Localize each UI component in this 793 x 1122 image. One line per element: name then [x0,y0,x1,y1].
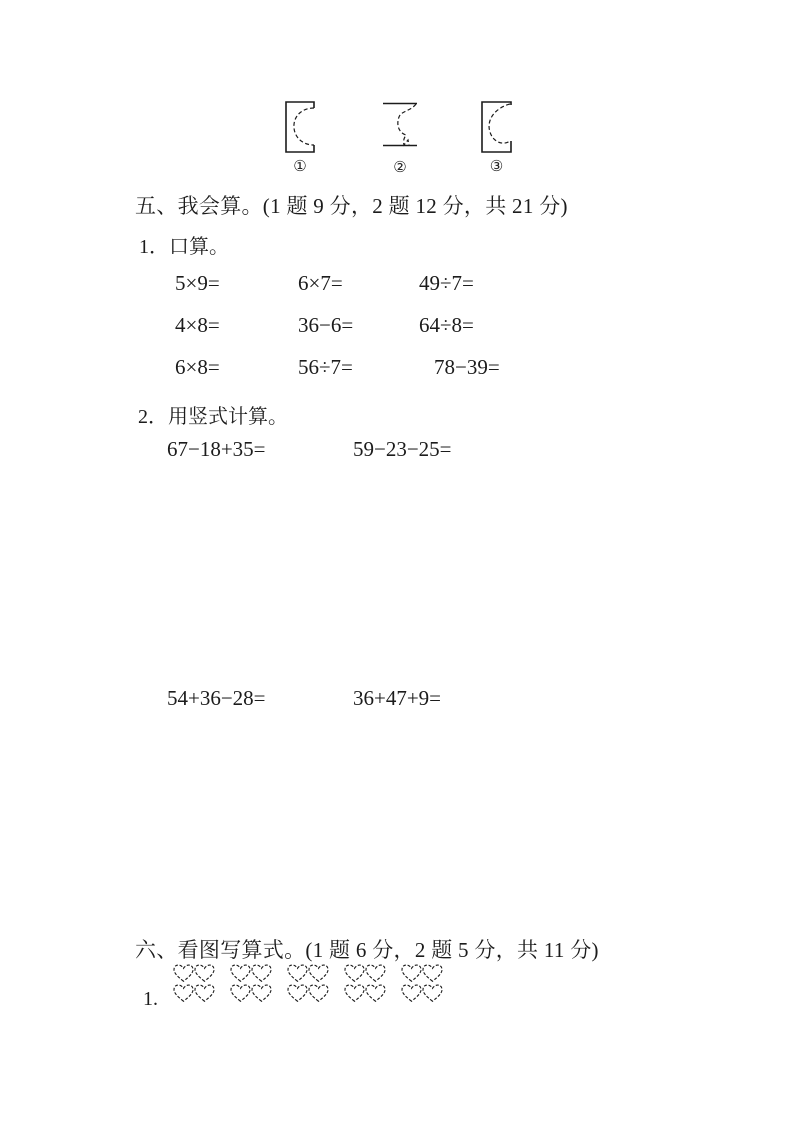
shape-option-3 [481,101,512,175]
heart-icon [251,964,272,983]
heart-group [287,964,329,1004]
heart-group [230,964,272,1004]
heart-icon [287,964,308,983]
rect-with-crescent-cutout-icon [481,101,512,153]
section5-heading: 五、我会算。(1 题 9 分，2 题 12 分，共 21 分) [135,194,568,218]
oral-problem: 56÷7= [298,355,353,379]
heart-icon [251,984,272,1003]
heart-icon [401,964,422,983]
heart-group [401,964,443,1004]
curved-piece-icon [382,102,418,147]
hearts-diagram [173,964,443,1004]
oral-problem: 5×9= [175,271,220,295]
oral-problem: 64÷8= [419,313,474,337]
vertical-problem: 59−23−25= [353,437,452,461]
vertical-problem: 67−18+35= [167,437,266,461]
heart-icon [308,964,329,983]
heart-icon [230,984,251,1003]
section6-item1-label: 1. [143,988,158,1010]
heart-icon [287,984,308,1003]
heart-icon [365,964,386,983]
section6-heading: 六、看图写算式。(1 题 6 分，2 题 5 分，共 11 分) [135,938,599,962]
heart-icon [365,984,386,1003]
heart-icon [344,984,365,1003]
shape-option-1 [285,101,315,175]
heart-icon [173,964,194,983]
heart-icon [194,984,215,1003]
heart-icon [173,984,194,1003]
heart-icon [401,984,422,1003]
shape-3-label: ③ [489,157,504,175]
shape-option-2 [382,102,418,176]
heart-icon [230,964,251,983]
vertical-problem: 54+36−28= [167,686,266,710]
heart-icon [194,964,215,983]
oral-problem: 4×8= [175,313,220,337]
heart-icon [344,964,365,983]
shape-2-label: ② [393,158,407,176]
section5-item2-title: 2．用竖式计算。 [138,406,288,428]
oral-problem: 6×8= [175,355,220,379]
shape-1-label: ① [293,157,307,175]
heart-icon [422,964,443,983]
rect-with-crescent-cutout-icon [285,101,315,153]
vertical-problem: 36+47+9= [353,686,442,710]
oral-problems-grid [175,272,589,378]
heart-icon [308,984,329,1003]
heart-group [344,964,386,1004]
oral-problem: 36−6= [298,313,354,337]
heart-group [173,964,215,1004]
oral-problem: 78−39= [434,355,500,379]
heart-icon [422,984,443,1003]
oral-problem: 6×7= [298,271,343,295]
oral-problem: 49÷7= [419,271,474,295]
section5-item1-title: 1．口算。 [139,236,229,258]
